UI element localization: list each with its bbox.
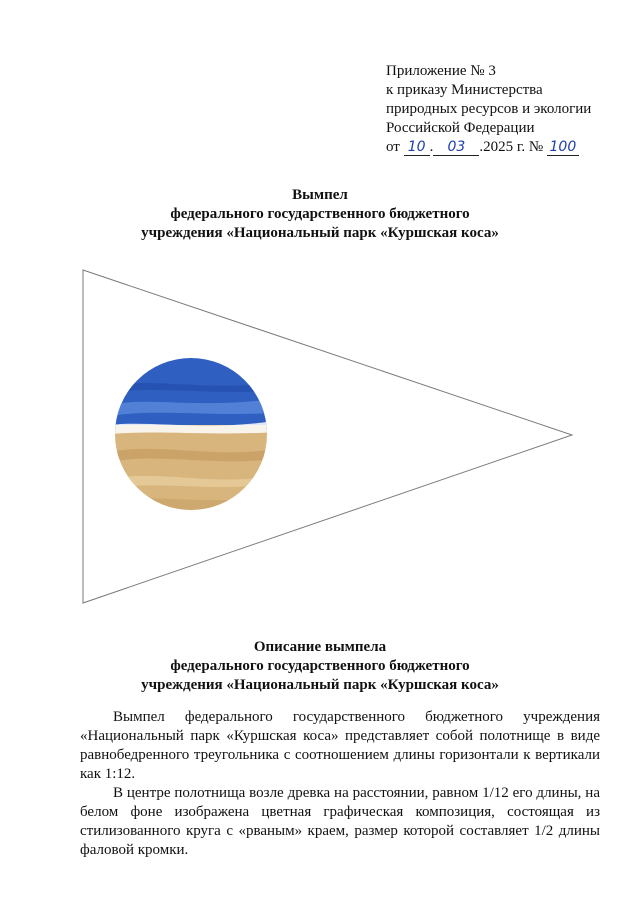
description-paragraph-2: В центре полотнища возле древка на расстоянии, равном 1/12 его длины, на белом фоне изображена цветная графическая композиция, состоящая из стилизованного круга с «рваным» краем, размер которой составляет 1/2 длины фаловой кромки. — [80, 785, 600, 858]
annex-line-3: природных ресурсов и экологии — [386, 101, 592, 117]
date-month: 03 — [433, 140, 479, 156]
description-title-line-2: федерального государственного бюджетного — [170, 658, 470, 674]
description-title — [0, 638, 640, 695]
description-body — [80, 708, 600, 860]
date-prefix: от — [386, 139, 400, 155]
description-title-line-1: Описание вымпела — [253, 639, 387, 655]
pennant-title-line-2: федерального государственного бюджетного — [170, 206, 470, 222]
date-year: .2025 г. № — [479, 139, 544, 155]
pennant-title-line-1: Вымпел — [292, 187, 348, 203]
pennant-title-line-3: учреждения «Национальный парк «Куршская коса» — [141, 225, 499, 241]
annex-line-1: Приложение № 3 — [386, 63, 496, 79]
description-paragraph-1: Вымпел федерального государственного бюджетного учреждения «Национальный парк «Куршская коса» представляет собой полотнище в виде равнобедренного треугольника с соотношением длины горизонтали к вертикали как 1:12. — [80, 709, 600, 782]
annex-line-4: Российской Федерации — [386, 120, 535, 136]
description-title-line-3: учреждения «Национальный парк «Куршская коса» — [141, 677, 499, 693]
date-separator: . — [429, 139, 434, 155]
date-day: 10 — [404, 140, 430, 156]
annex-line-2: к приказу Министерства — [386, 82, 543, 98]
order-number: 100 — [547, 140, 579, 156]
